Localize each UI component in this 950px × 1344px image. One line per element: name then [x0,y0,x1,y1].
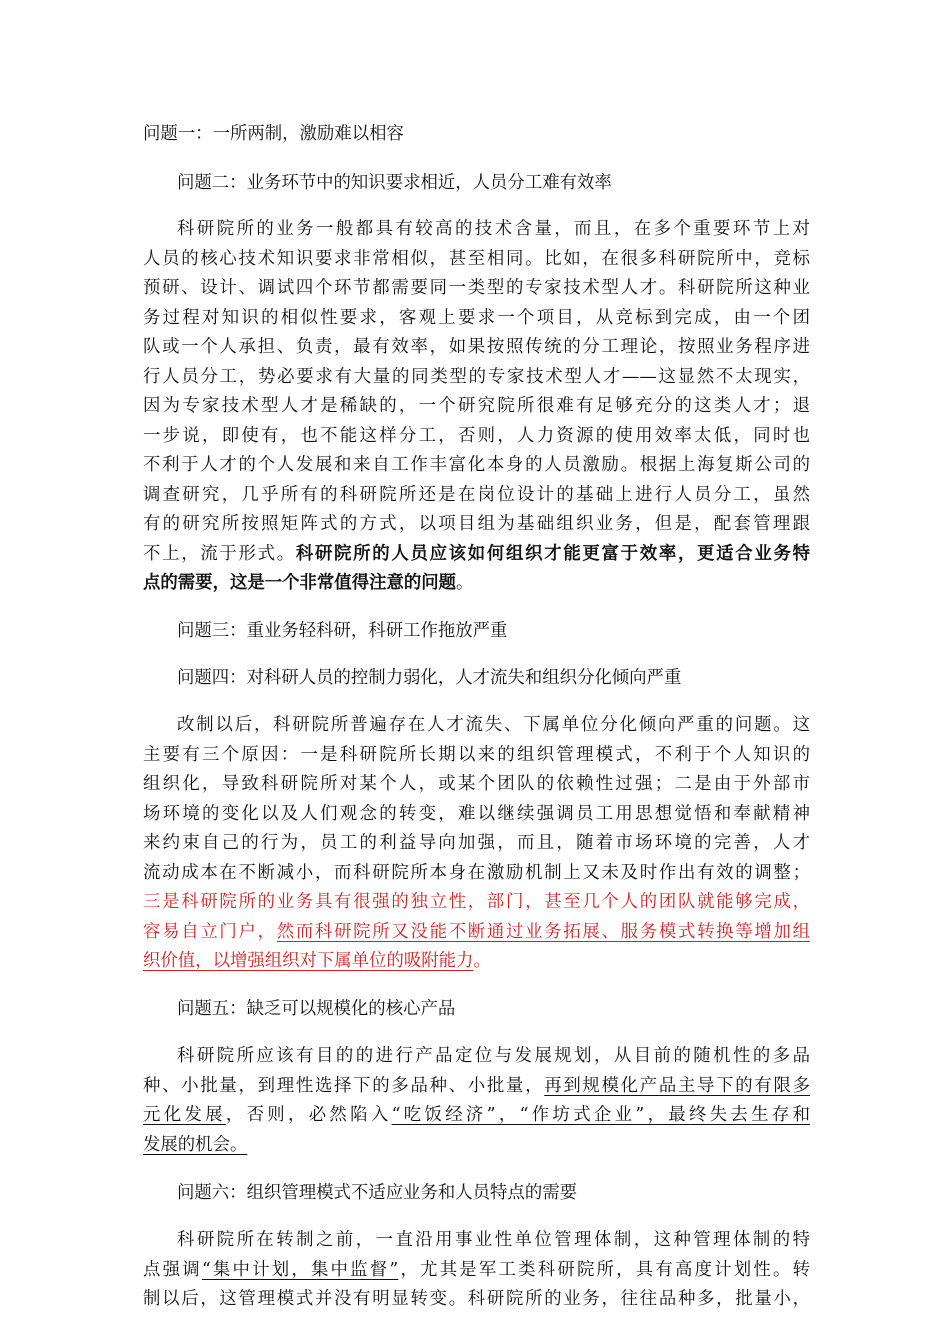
normal-text: 点强调 [143,1259,202,1280]
heading-problem-3: 问题三：重业务轻科研，科研工作拖放严重 [177,621,508,641]
normal-text: 种、小批量，到理性选择下的多品种、小批量， [143,1075,545,1096]
bold-emphasis-text: 点的需要，这是一个非常值得注意的问题 [143,573,457,593]
paragraph-line: 制以后，这管理模式并没有明显转变。科研院所的业务，往往品种多，批量小， [143,1289,810,1309]
document-page [143,0,810,1344]
red-highlight-line: 三是科研院所的业务具有很强的独立性，部门，甚至几个人的团队就能够完成， [143,892,810,912]
paragraph-line [143,1131,247,1161]
underlined-text: 发展的机会。 [143,1134,248,1155]
paragraph-line-mixed [143,569,473,599]
heading-problem-1: 问题一：一所两制，激励难以相容 [143,124,404,144]
paragraph-line: 行人员分工，势必要求有大量的同类型的专家技术型人才——这显然不太现实， [143,366,810,387]
paragraph-line: 科研院所应该有目的的进行产品定位与发展规划，从目前的随机性的多品 [177,1046,810,1066]
red-text: 容易自立门户， [143,921,277,942]
underlined-text: 再到规模化产品主导下的有限多 [544,1075,810,1096]
paragraph-line: 组织化，导致科研院所对某个人，或某个团队的依赖性过强；二是由于外部市 [143,774,810,794]
underlined-text: “吃饭经济”，“作坊式企业”，最终失去生存和 [391,1105,810,1125]
paragraph-line: 场环境的变化以及人们观念的转变，难以继续强调员工用思想觉悟和奉献精神 [143,803,810,824]
red-highlight-line [143,947,491,977]
paragraph-line: 科研院所的业务一般都具有较高的技术含量，而且，在多个重要环节上对 [177,219,810,239]
underlined-text: 元化发展 [143,1105,226,1125]
paragraph-line: 不利于人才的个人发展和来自工作丰富化本身的人员激励。根据上海复斯公司的 [143,455,810,475]
paragraph-line: 人员的核心技术知识要求非常相似，甚至相同。比如，在很多科研院所中，竞标 [143,248,810,269]
paragraph-line: 预研、设计、调试四个环节都需要同一类型的专家技术型人才。科研院所这种业 [143,278,810,298]
normal-text: 。 [456,573,474,593]
paragraph-line: 主要有三个原因：一是科研院所长期以来的组织管理模式，不利于个人知识的 [143,744,810,765]
paragraph-line: 因为专家技术型人才是稀缺的，一个研究院所很难有足够充分的这类人才；退 [143,396,810,416]
heading-problem-5: 问题五：缺乏可以规模化的核心产品 [177,999,456,1019]
paragraph-line: 调查研究，几乎所有的科研院所还是在岗位设计的基础上进行人员分工，虽然 [143,484,810,505]
red-text: 。 [473,951,491,971]
paragraph-line: 改制以后，科研院所普遍存在人才流失、下属单位分化倾向严重的问题。这 [177,715,810,735]
paragraph-line: 科研院所在转制之前，一直沿用事业性单位管理体制，这种管理体制的特 [177,1230,810,1250]
paragraph-line: 队或一个人承担、负责，最有效率，如果按照传统的分工理论，按照业务程序进 [143,337,810,357]
normal-text: 不上，流于形式。 [143,543,296,564]
paragraph-line: 务过程对知识的相似性要求，客观上要求一个项目，从竞标到完成，由一个团 [143,307,810,328]
heading-problem-4: 问题四：对科研人员的控制力弱化，人才流失和组织分化倾向严重 [177,668,682,688]
normal-text: ，尤其是军工类科研院所，具有高度计划性。转 [398,1259,810,1280]
paragraph-line: 流动成本在不断减小，而科研院所本身在激励机制上又未及时作出有效的调整； [143,862,810,883]
paragraph-line-mixed [143,540,810,570]
underlined-text: “集中计划，集中监督” [201,1259,399,1280]
paragraph-line-mixed [143,1256,810,1286]
heading-problem-6: 问题六：组织管理模式不适应业务和人员特点的需要 [177,1183,577,1203]
heading-problem-2: 问题二：业务环节中的知识要求相近，人员分工难有效率 [177,173,612,193]
paragraph-line-mixed [143,1072,810,1102]
paragraph-line: 有的研究所按照矩阵式的方式，以项目组为基础组织业务，但是，配套管理跟 [143,514,810,534]
bold-emphasis-text: 科研院所的人员应该如何组织才能更富于效率，更适合业务特 [295,543,810,564]
paragraph-line: 一步说，即使有，也不能这样分工，否则，人力资源的使用效率太低，同时也 [143,425,810,446]
red-underlined-text: 织价值，以增强组织对下属单位的吸附能力 [143,951,474,971]
red-underlined-text: 然而科研院所又没能不断通过业务拓展、服务模式转换等增加组 [276,921,810,942]
red-highlight-line [143,918,810,948]
normal-text: ，否则，必然陷入 [225,1105,392,1125]
paragraph-line: 来约束自己的行为，员工的利益导向加强，而且，随着市场环境的完善，人才 [143,833,810,853]
paragraph-line-mixed [143,1101,810,1131]
